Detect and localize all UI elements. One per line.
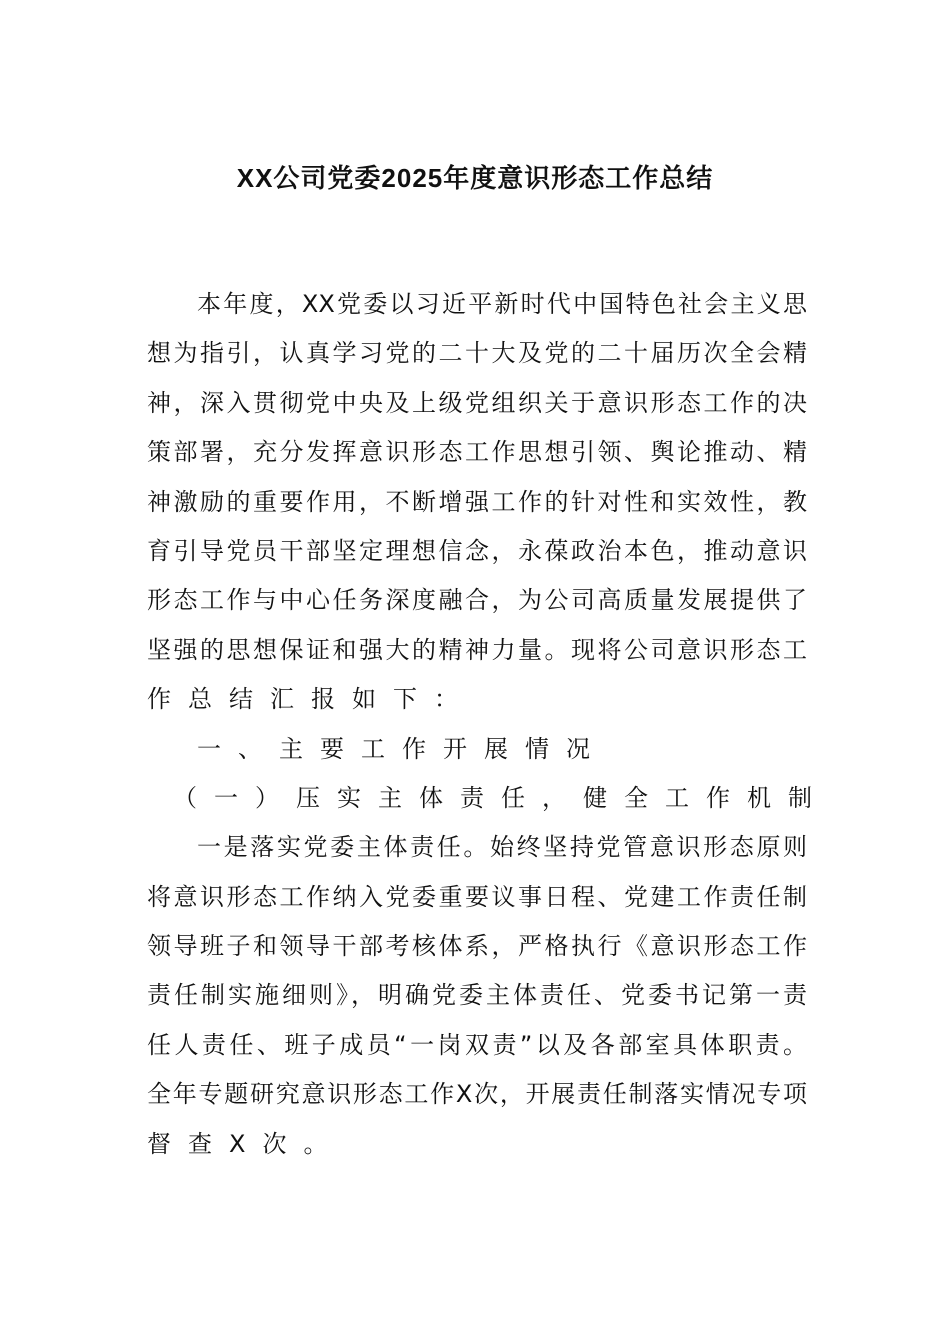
paragraph-line: 全年专题研究意识形态工作X次，开展责任制落实情况专项 <box>147 1080 807 1109</box>
intro-line: 神激励的重要作用，不断增强工作的针对性和实效性，教 <box>147 487 807 516</box>
section-heading: 一、主要工作开展情况 <box>197 734 607 763</box>
intro-line: 作总结汇报如下： <box>147 685 475 714</box>
intro-line: 想为指引，认真学习党的二十大及党的二十届历次全会精 <box>147 339 807 368</box>
intro-line: 神，深入贯彻党中央及上级党组织关于意识形态工作的决 <box>147 388 807 417</box>
intro-line: 策部署，充分发挥意识形态工作思想引领、舆论推动、精 <box>147 438 807 467</box>
paragraph-line: 责任制实施细则》，明确党委主体责任、党委书记第一责 <box>147 981 807 1010</box>
paragraph-line: 任人责任、班子成员“一岗双责”以及各部室具体职责。 <box>147 1030 807 1059</box>
paragraph-line: 领导班子和领导干部考核体系，严格执行《意识形态工作 <box>147 932 807 961</box>
paragraph-line: 一是落实党委主体责任。始终坚持党管意识形态原则 <box>197 833 807 862</box>
paragraph-line: 督查X次。 <box>147 1129 345 1158</box>
paragraph-line: 将意识形态工作纳入党委重要议事日程、党建工作责任制 <box>147 882 807 911</box>
subsection-heading: （一）压实主体责任，健全工作机制 <box>173 783 829 812</box>
intro-line: 形态工作与中心任务深度融合，为公司高质量发展提供了 <box>147 586 807 615</box>
intro-line: 本年度，XX党委以习近平新时代中国特色社会主义思 <box>197 290 807 318</box>
document-body <box>147 280 829 1169</box>
intro-line: 育引导党员干部坚定理想信念，永葆政治本色，推动意识 <box>147 536 807 565</box>
document-title: XX公司党委2025年度意识形态工作总结 <box>236 163 714 193</box>
intro-line: 坚强的思想保证和强大的精神力量。现将公司意识形态工 <box>147 635 807 664</box>
